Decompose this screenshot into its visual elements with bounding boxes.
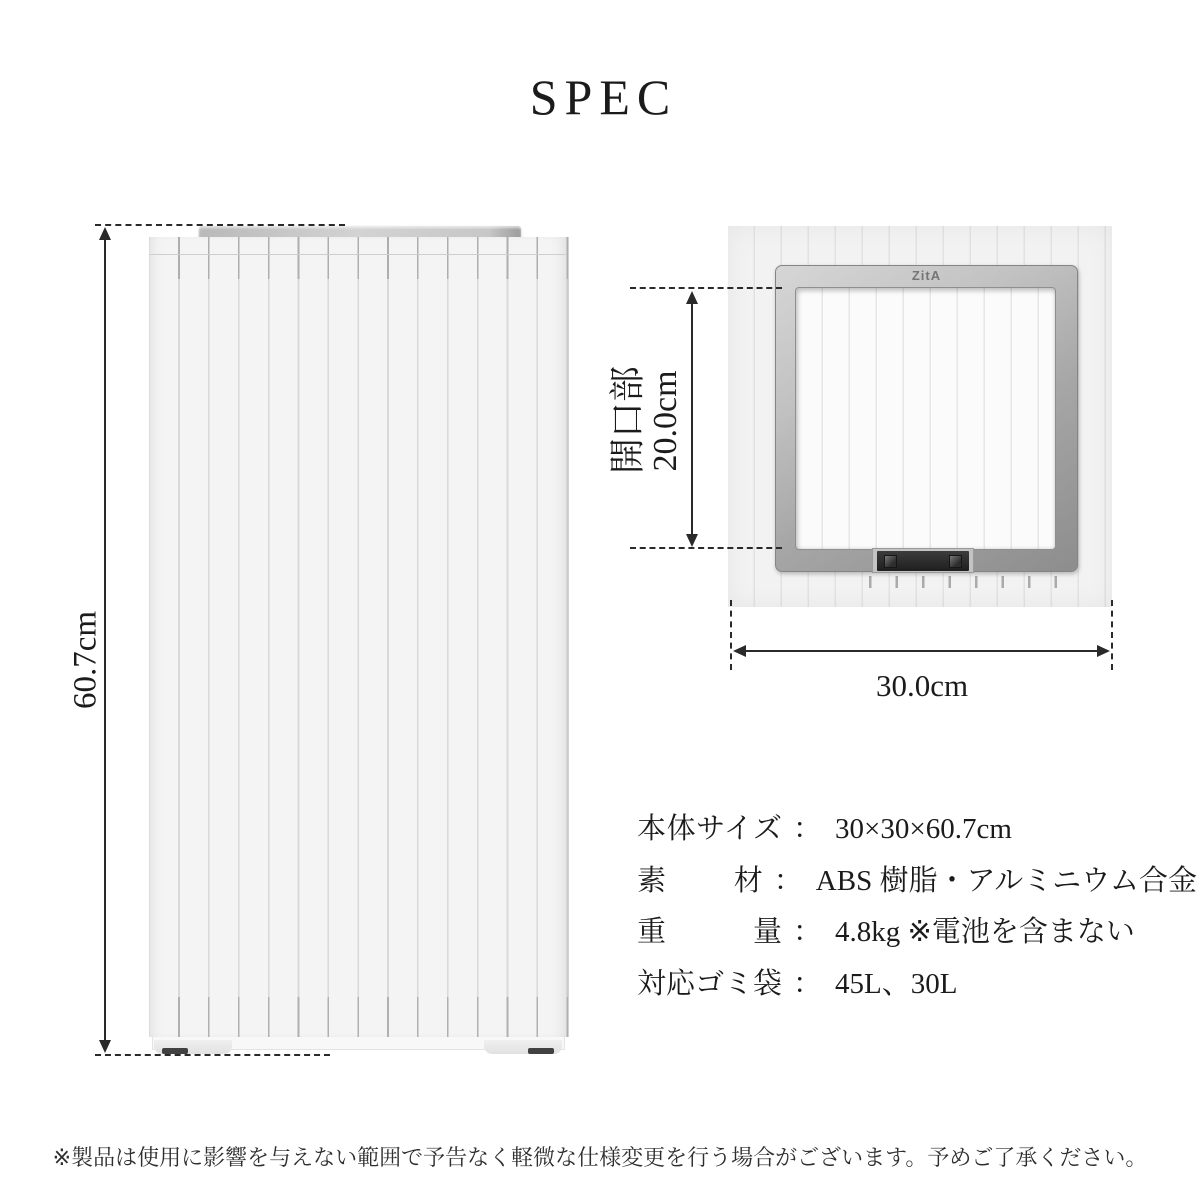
height-dim-dashed-top <box>95 224 345 226</box>
spec-label: 本体サイズ <box>637 813 782 845</box>
arrow-left-icon <box>733 645 746 657</box>
footnote: ※製品は使用に影響を与えない範囲で予告なく軽微な仕様変更を行う場合がございます。予めご了承ください。 <box>52 1145 1148 1170</box>
front-view-top-seam <box>149 254 567 255</box>
sensor-button-left-icon <box>884 555 897 568</box>
width-dim-line <box>744 650 1098 652</box>
opening-dim-dashed-top <box>630 287 782 289</box>
spec-label: 重量 <box>637 916 782 948</box>
arrow-up-icon <box>686 291 698 304</box>
spec-label: 素材 <box>637 864 763 897</box>
height-dim-dashed-bottom <box>95 1054 330 1056</box>
opening-dim-value: 20.0cm <box>647 370 684 472</box>
height-dim-label: 60.7cm <box>67 610 104 710</box>
arrow-up-icon <box>99 227 111 240</box>
arrow-down-icon <box>686 534 698 547</box>
page-title: SPEC <box>529 69 678 125</box>
width-dim-label: 30.0cm <box>875 668 969 703</box>
brand-logo: ZitA <box>911 268 942 283</box>
top-view-groove-ticks <box>845 576 1075 588</box>
spec-row-size <box>637 806 1197 858</box>
front-view-foot-pad-right <box>528 1048 554 1054</box>
sensor-button-right-icon <box>949 555 962 568</box>
width-dim-dashed-right <box>1111 600 1113 670</box>
spec-row-bags <box>637 961 1197 1013</box>
spec-colon: ： <box>773 864 803 897</box>
width-dim-dashed-left <box>730 600 732 670</box>
spec-value: 4.8kg ※電池を含まない <box>835 916 1135 948</box>
spec-row-material <box>637 858 1197 910</box>
spec-row-weight <box>637 909 1197 961</box>
spec-colon: ： <box>793 916 823 948</box>
top-view-opening <box>795 287 1056 550</box>
spec-value: 45L、30L <box>835 967 958 1000</box>
opening-dim-name: 開口部 <box>607 365 648 475</box>
spec-value: 30×30×60.7cm <box>835 813 1012 845</box>
opening-dim-line <box>691 300 693 536</box>
spec-colon: ： <box>793 967 823 1000</box>
front-view-body <box>149 237 569 1037</box>
spec-list <box>637 806 1197 1012</box>
arrow-down-icon <box>99 1040 111 1053</box>
spec-value: ABS 樹脂・アルミニウム合金 <box>815 864 1197 897</box>
spec-colon: ： <box>793 813 823 845</box>
spec-label: 対応ゴミ袋 <box>637 967 783 1000</box>
opening-dim-dashed-bottom <box>630 547 782 549</box>
arrow-right-icon <box>1097 645 1110 657</box>
